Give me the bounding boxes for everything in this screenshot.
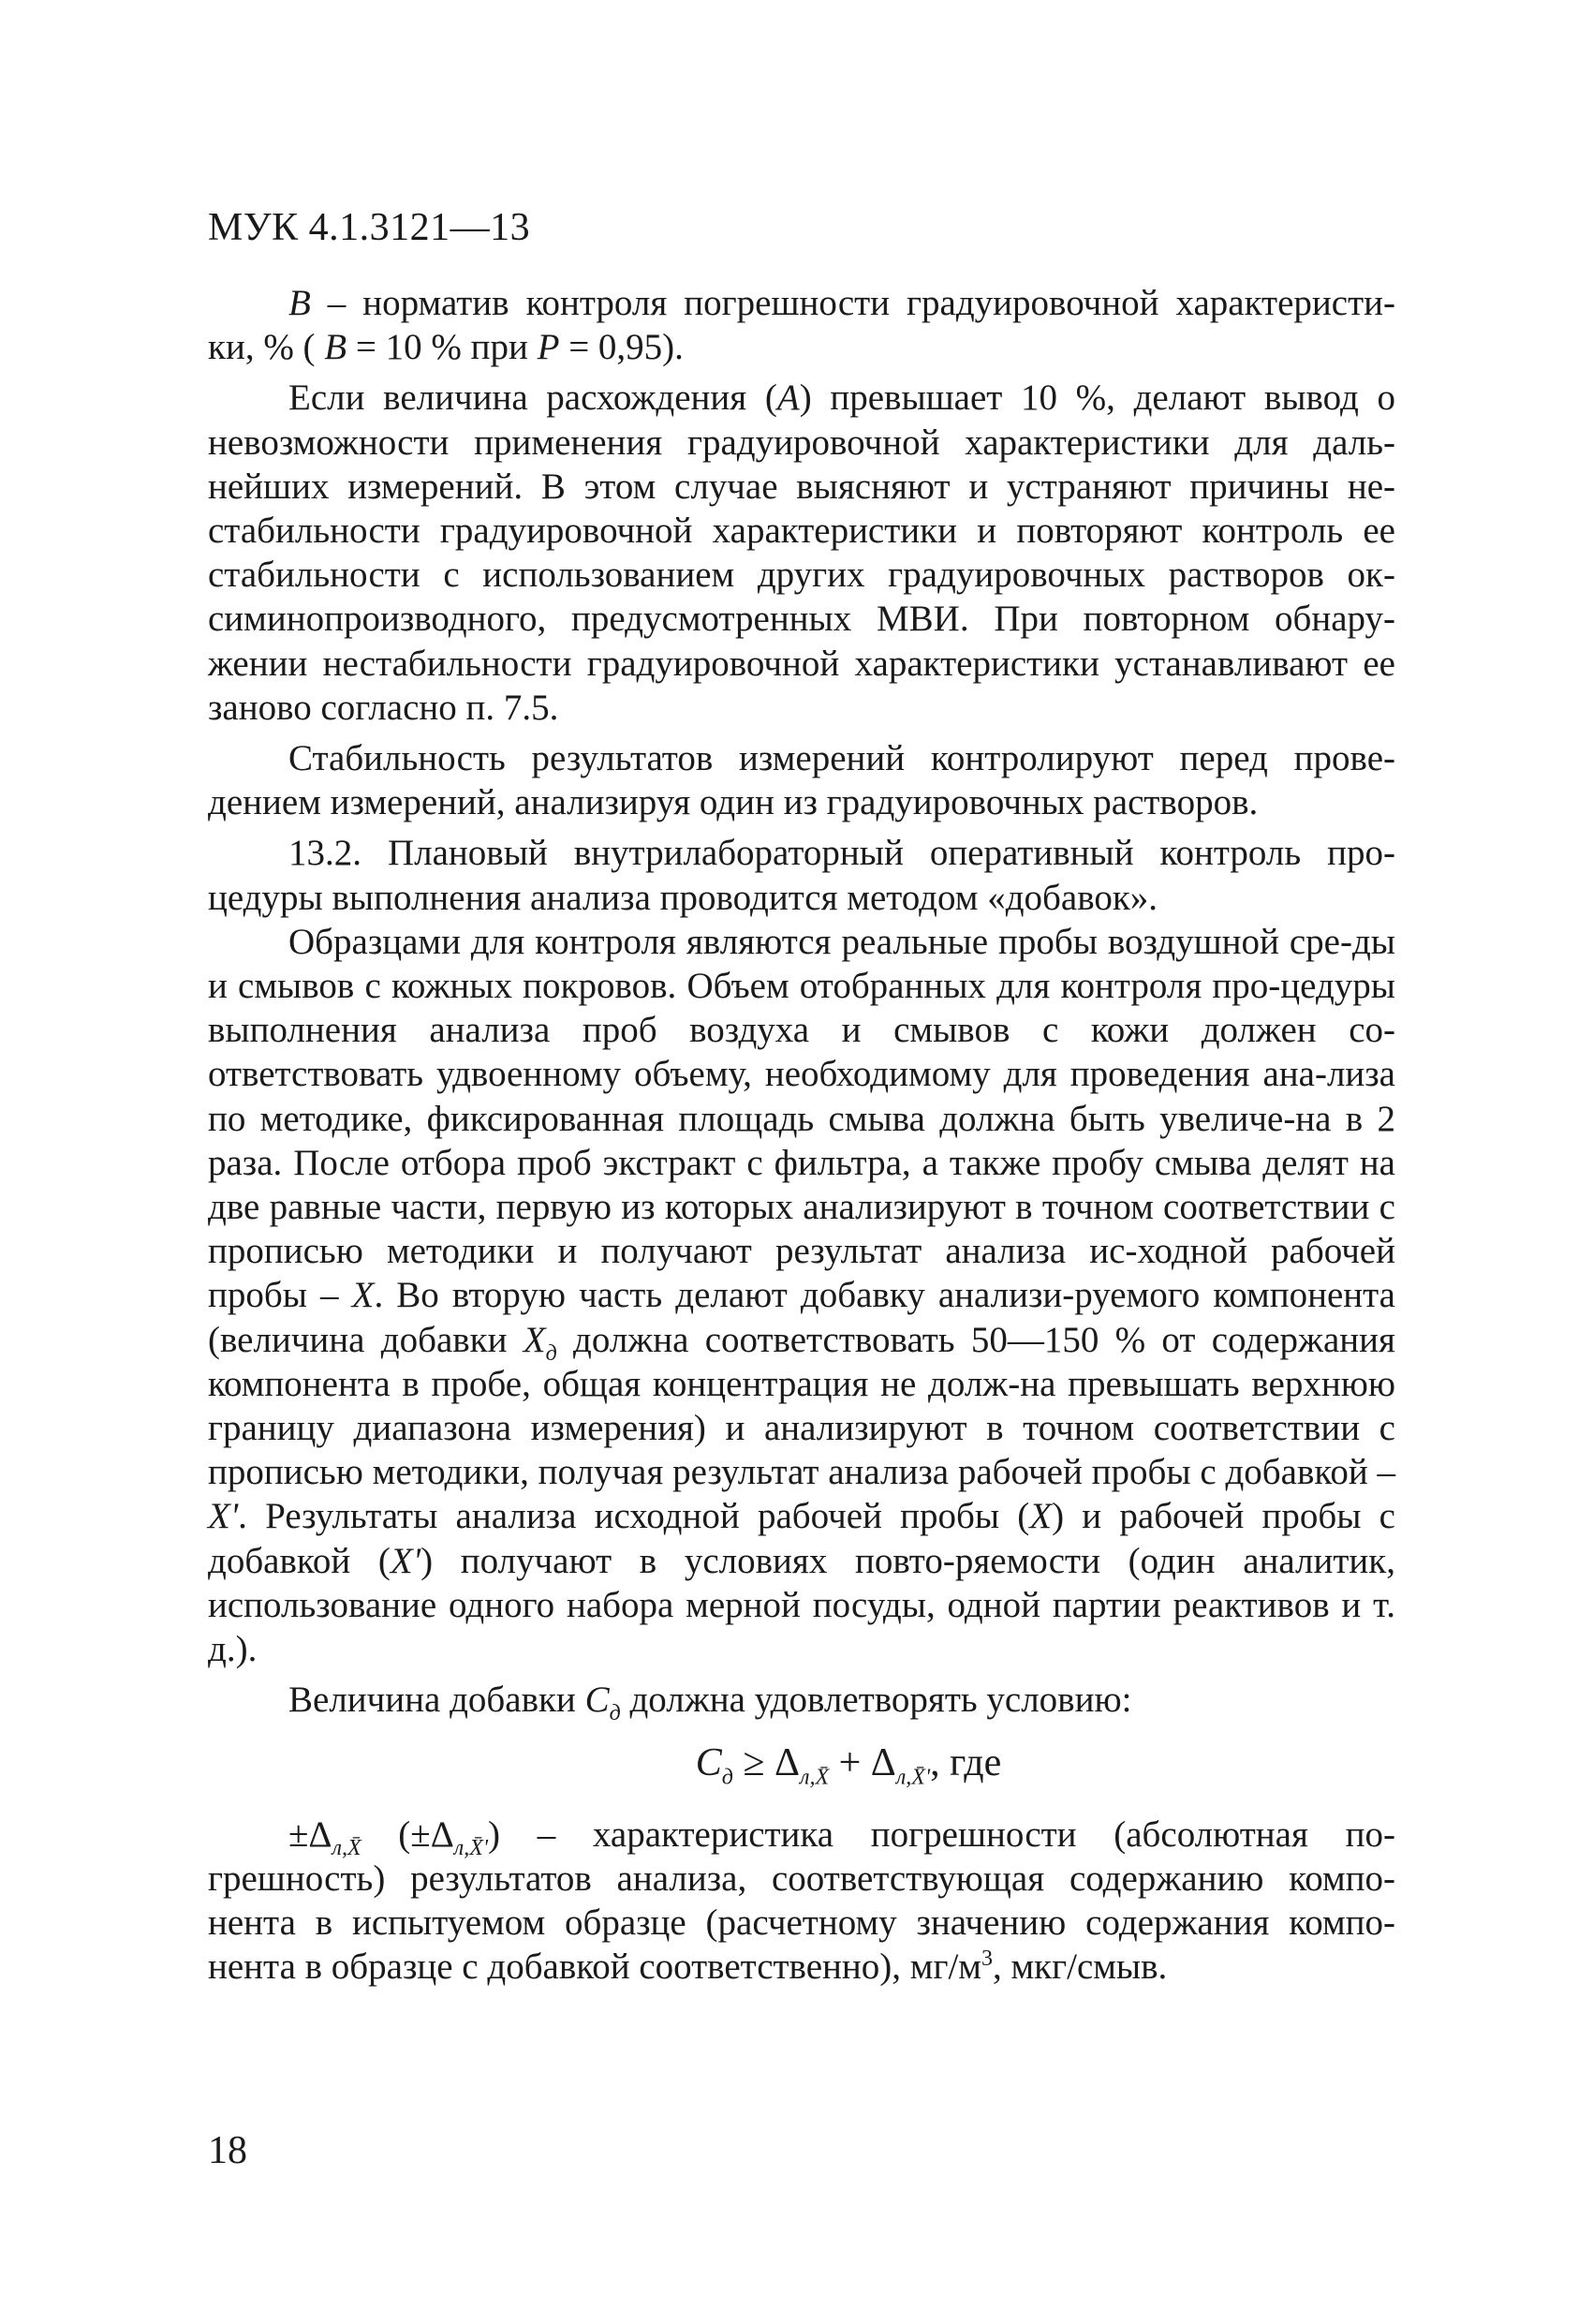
paragraph-13-2: 13.2. Плановый внутрилабораторный оперативный контроль про-цедуры выполнения анализа проводится методом «добавок».	[208, 833, 1395, 918]
document-body	[208, 281, 1395, 1995]
paragraph-discrepancy: Если величина расхождения (А) превышает 10 %, делают вывод о невозможности применения градуировочной характеристики для даль-нейших измерений. В этом случае выясняют и устраняют причины не-стабильности градуировочной характеристики и повторяют контроль ее стабильности с использованием других градуировочных растворов ок-симинопроизводного, предусмотренных МВИ. При повторном обнару-жении нестабильности градуировочной характеристики устанавливают ее заново согласно п. 7.5.	[208, 377, 1395, 728]
paragraph-stability: Стабильность результатов измерений контролируют перед прове-дением измерений, анализируя один из градуировочных растворов.	[208, 738, 1395, 823]
page-number: 18	[208, 2129, 247, 2172]
paragraph-error-definition: $\pm\Delta_{л,X̄}$ $(\pm\Delta_{л,X̄'})$ – характеристика погрешности (абсолютная по-грешность) результатов анализа, соответствующая содержанию компо-нента в испытуемом образце (расчетному значению содержания компо-нента в образце с добавкой соответственно), $мг/м^3$, мкг/смыв.	[208, 1813, 1395, 1988]
document-code: МУК 4.1.3121—13	[208, 206, 531, 249]
paragraph-norm-b: В – норматив контроля погрешности градуировочной характеристи-ки, % ( В = 10 % при Р = 0,95).	[208, 283, 1395, 368]
paragraph-addition-condition: Величина добавки $С_д$ должна удовлетворять условию:	[288, 1680, 1132, 1726]
formula-addition: $С_д \ge \Delta_{л,X̄} + \Delta_{л,X̄'}$, где	[695, 1740, 1002, 1789]
paragraph-control-samples: Образцами для контроля являются реальные пробы воздушной сре-ды и смывов с кожных покровов. Объем отобранных для контроля про-цедуры выполнения анализа проб воздуха и смывов с кожи должен со-ответствовать удвоенному объему, необходимому для проведения ана-лиза по методике, фиксированная площадь смыва должна быть увеличе-на в 2 раза. После отбора проб экстракт с фильтра, а также пробу смыва делят на две равные части, первую из которых анализируют в точном соответствии с прописью методики и получают результат анализа ис-ходной рабочей пробы – Х. Во вторую часть делают добавку анализи-руемого компонента (величина добавки $Х_д$ должна соответствовать 50—150 % от содержания компонента в пробе, общая концентрация не долж-на превышать верхнюю границу диапазона измерения) и анализируют в точном соответствии с прописью методики, получая результат анализа рабочей пробы с добавкой – Х'. Результаты анализа исходной рабочей пробы (Х) и рабочей пробы с добавкой (Х') получают в условиях повто-ряемости (один аналитик, использование одного набора мерной посуды, одной партии реактивов и т. д.).	[208, 921, 1395, 1670]
